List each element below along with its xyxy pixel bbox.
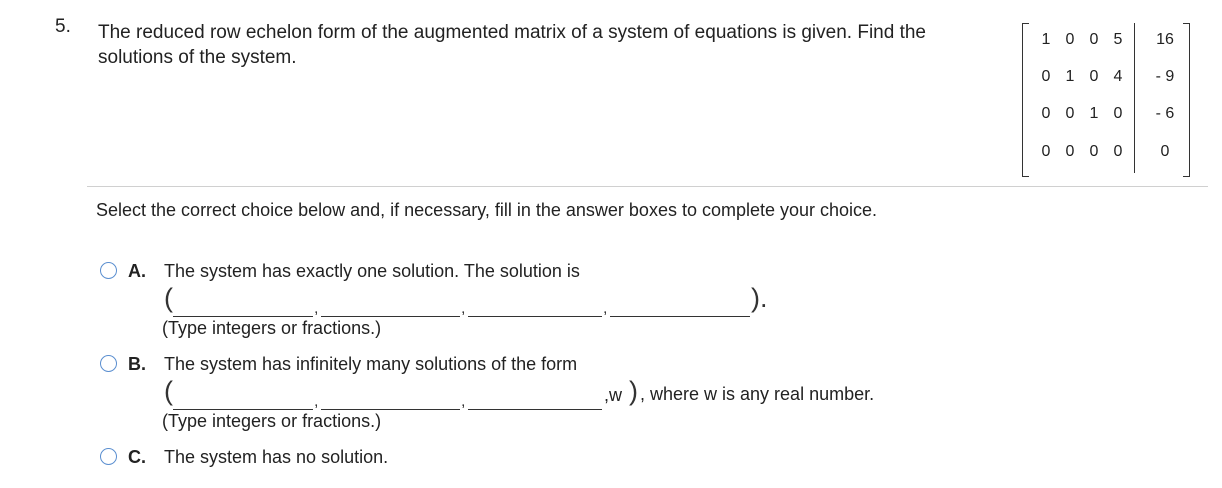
matrix-row	[1022, 105, 1190, 127]
option-b-answer-box-2[interactable]	[321, 391, 460, 410]
matrix-cell: 0	[1089, 31, 1099, 48]
option-a-comma: ,	[603, 300, 608, 317]
option-b-comma: ,	[314, 393, 319, 410]
matrix-cell: 0	[1089, 143, 1099, 160]
matrix-row	[1022, 31, 1190, 53]
matrix-aug-cell: 16	[1156, 31, 1174, 48]
matrix-cell: 4	[1113, 68, 1123, 85]
divider	[87, 186, 1208, 187]
matrix-cell: 0	[1041, 68, 1051, 85]
option-a-answer-box-3[interactable]	[468, 298, 602, 317]
question-number: 5.	[55, 16, 71, 37]
option-b-comma: ,	[461, 393, 466, 410]
option-c-text: The system has no solution.	[164, 447, 389, 467]
matrix-cell: 0	[1041, 105, 1051, 122]
matrix-aug-cell: - 6	[1155, 105, 1175, 122]
instruction-text: Select the correct choice below and, if necessary, fill in the answer boxes to complete your choice.	[96, 200, 878, 220]
matrix-row	[1022, 68, 1190, 90]
option-a-answer-box-2[interactable]	[321, 298, 460, 317]
matrix-cell: 0	[1065, 105, 1075, 122]
matrix-cell: 1	[1065, 68, 1075, 85]
matrix-cell: 0	[1113, 105, 1123, 122]
matrix-cell: 0	[1089, 68, 1099, 85]
option-a-hint: (Type integers or fractions.)	[162, 318, 382, 338]
option-a-letter: A.	[128, 261, 146, 281]
matrix-row	[1022, 143, 1190, 165]
option-b-hint: (Type integers or fractions.)	[162, 411, 382, 431]
matrix-cell: 1	[1041, 31, 1051, 48]
option-a-comma: ,	[461, 300, 466, 317]
matrix-cell: 1	[1089, 105, 1099, 122]
matrix-cell: 0	[1065, 31, 1075, 48]
option-c-letter: C.	[128, 447, 146, 467]
augmented-matrix	[1022, 23, 1190, 175]
option-b-radio[interactable]	[100, 355, 117, 372]
question-text: The reduced row echelon form of the augmented matrix of a system of equations is given. Find the solutions of the system.	[98, 22, 926, 68]
matrix-aug-cell: - 9	[1155, 68, 1175, 85]
option-b-text: The system has infinitely many solutions of the form	[164, 354, 578, 374]
option-b-letter: B.	[128, 354, 146, 374]
matrix-cell: 0	[1065, 143, 1075, 160]
option-b-answer-box-3[interactable]	[468, 391, 602, 410]
option-b-answer-box-1[interactable]	[173, 391, 313, 410]
matrix-aug-cell: 0	[1160, 143, 1170, 160]
option-a-radio[interactable]	[100, 262, 117, 279]
option-a-close-paren: ).	[751, 283, 768, 313]
option-a-answer-box-1[interactable]	[173, 298, 313, 317]
option-a-text: The system has exactly one solution. The solution is	[164, 261, 580, 281]
option-c-radio[interactable]	[100, 448, 117, 465]
option-b-where-text: , where w is any real number.	[640, 384, 875, 404]
option-a-answer-box-4[interactable]	[610, 298, 750, 317]
option-b-open-paren: (	[164, 376, 173, 406]
option-b-w-variable: ,w	[604, 385, 622, 405]
option-b-close-paren: )	[629, 376, 638, 406]
option-a-open-paren: (	[164, 283, 173, 313]
matrix-cell: 0	[1113, 143, 1123, 160]
option-a-comma: ,	[314, 300, 319, 317]
matrix-cell: 0	[1041, 143, 1051, 160]
matrix-cell: 5	[1113, 31, 1123, 48]
